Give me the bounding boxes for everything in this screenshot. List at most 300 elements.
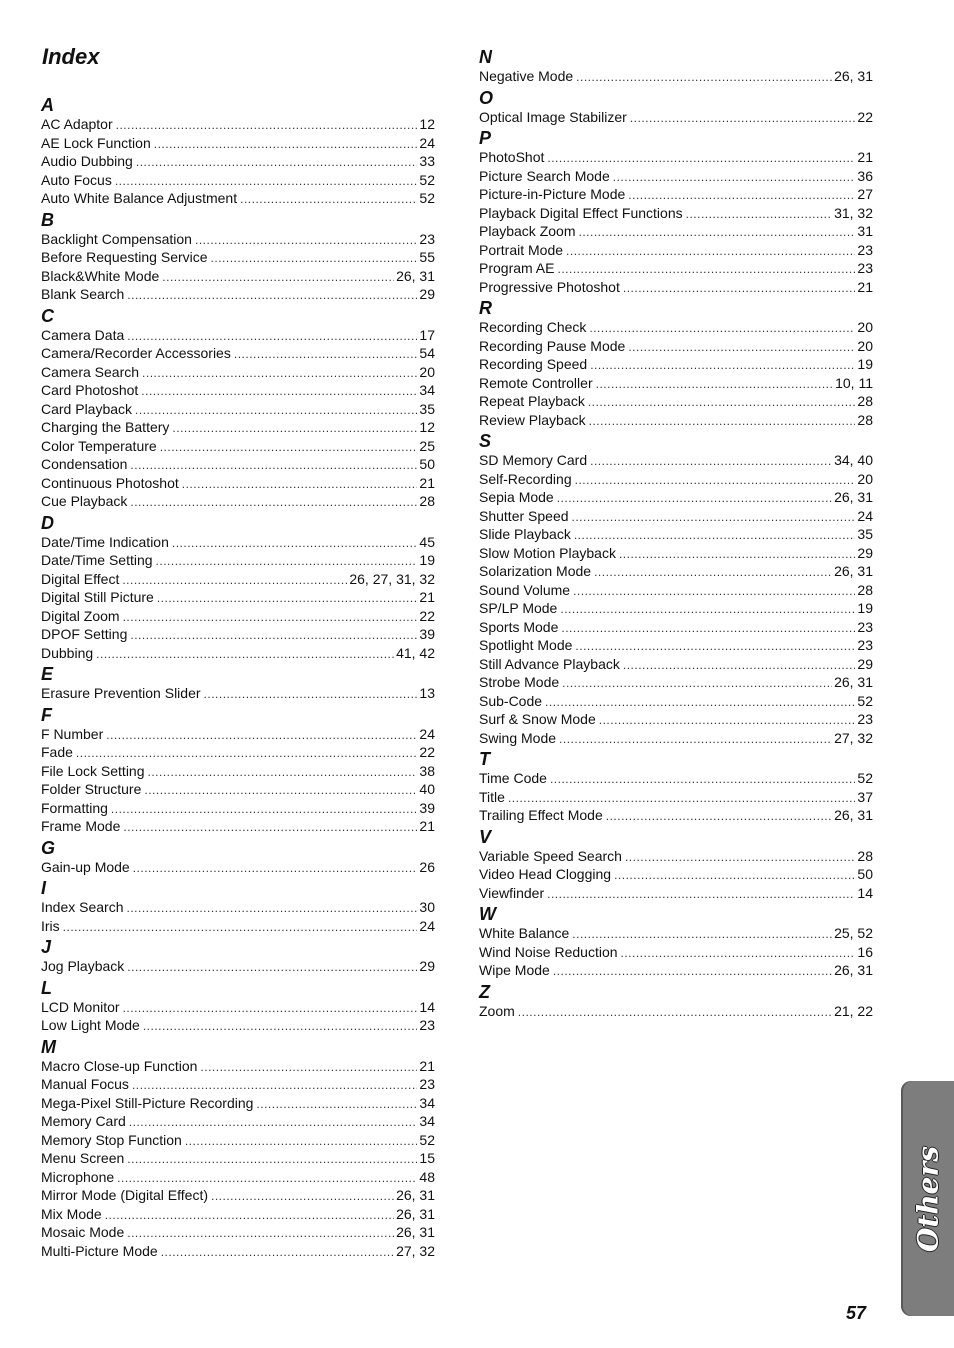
entry-term: Recording Pause Mode: [479, 337, 626, 354]
entry-pages: 24: [419, 917, 435, 934]
entry-term: Mosaic Mode: [41, 1224, 125, 1240]
leader-dots: [599, 711, 856, 730]
entry-pages: 26, 31: [834, 674, 873, 690]
entry-term: Zoom: [479, 1002, 515, 1019]
index-entry: [41, 1112, 435, 1131]
leader-dots: [574, 526, 856, 545]
entry-pages: 20: [857, 337, 873, 354]
entry-pages: 28: [857, 411, 873, 428]
index-entry: [479, 507, 873, 526]
entry-pages: 23: [419, 1076, 435, 1092]
leader-dots: [162, 268, 394, 287]
entry-pages: 26, 31: [834, 563, 873, 579]
section-letter: C: [41, 305, 54, 326]
entry-term: Trailing Effect Mode: [479, 807, 603, 823]
entry-term: Memory Card: [41, 1113, 126, 1129]
leader-dots: [547, 885, 855, 904]
section-letter: G: [41, 837, 56, 858]
section-letter: J: [41, 937, 52, 957]
entry-term: Swing Mode: [479, 729, 557, 746]
entry-pages: 29: [857, 544, 873, 561]
leader-dots: [578, 223, 855, 242]
entry-term: Playback Zoom: [479, 223, 576, 239]
leader-dots: [613, 168, 856, 187]
entry-term: Remote Controller: [479, 374, 593, 391]
entry-term: Black&White Mode: [41, 267, 160, 284]
entry-term: Program AE: [479, 260, 555, 276]
leader-dots: [559, 730, 832, 749]
leader-dots: [204, 685, 418, 704]
leader-dots: [157, 589, 418, 608]
index-entry: [41, 1057, 435, 1076]
entry-pages: 29: [419, 286, 435, 302]
entry-term: Fade: [41, 744, 73, 760]
entry-term: Picture Search Mode: [479, 167, 610, 184]
entry-term: Still Advance Playback: [479, 655, 620, 672]
leader-dots: [630, 109, 856, 128]
entry-term: Title: [479, 788, 505, 805]
index-entry: [479, 961, 873, 980]
entry-pages: 24: [857, 507, 873, 524]
entry-term: Slide Playback: [479, 526, 571, 542]
entry-pages: 34, 40: [834, 452, 873, 468]
entry-pages: 52: [419, 171, 435, 188]
entry-pages: 26, 31: [834, 962, 873, 978]
entry-term: Auto White Balance Adjustment: [41, 190, 238, 206]
entry-pages: 25: [419, 437, 435, 454]
entry-pages: 21: [419, 818, 435, 834]
index-entry: [41, 1094, 435, 1113]
entry-term: Frame Mode: [41, 818, 121, 834]
entry-pages: 12: [419, 419, 435, 435]
entry-term: Surf & Snow Mode: [479, 711, 596, 727]
leader-dots: [572, 925, 832, 944]
entry-pages: 24: [419, 134, 435, 151]
entry-pages: 52: [857, 770, 873, 786]
index-entry: [41, 230, 435, 249]
entry-pages: 16: [857, 943, 873, 960]
index-entry: [479, 204, 873, 223]
entry-term: Before Requesting Service: [41, 249, 208, 265]
leader-dots: [575, 637, 855, 656]
entry-pages: 21: [857, 149, 873, 165]
index-entry: [41, 400, 435, 419]
entry-pages: 52: [857, 692, 873, 709]
entry-pages: 37: [857, 788, 873, 805]
entry-term: Cue Playback: [41, 493, 128, 509]
index-entry: [41, 171, 435, 190]
entry-term: Self-Recording: [479, 470, 572, 487]
entry-pages: 55: [419, 249, 435, 265]
index-entry: [41, 684, 435, 703]
leader-dots: [195, 231, 417, 250]
page-title: Index: [42, 44, 100, 69]
entry-term: Video Head Clogging: [479, 866, 612, 882]
index-entry: [479, 355, 873, 374]
leader-dots: [621, 944, 856, 963]
entry-term: Digital Still Picture: [41, 589, 154, 605]
index-entry: [479, 729, 873, 748]
entry-term: Progressive Photoshot: [479, 278, 620, 295]
entry-term: Blank Search: [41, 286, 125, 302]
leader-dots: [144, 781, 417, 800]
index-entry: [479, 392, 873, 411]
leader-dots: [105, 1206, 394, 1225]
index-entry: [41, 344, 435, 363]
entry-term: Time Code: [479, 770, 547, 786]
entry-term: Sound Volume: [479, 581, 571, 598]
index-entry: [479, 618, 873, 637]
entry-term: Portrait Mode: [479, 241, 564, 258]
entry-term: Wind Noise Reduction: [479, 943, 618, 960]
leader-dots: [575, 471, 856, 490]
index-entry: [41, 1149, 435, 1168]
entry-term: Card Playback: [41, 400, 133, 417]
index-entry: [41, 248, 435, 267]
entry-term: Repeat Playback: [479, 393, 585, 409]
leader-dots: [156, 552, 418, 571]
index-entry: [41, 898, 435, 917]
section-letter: V: [479, 826, 492, 847]
entry-pages: 27: [857, 186, 873, 202]
entry-pages: 26, 31: [396, 1187, 435, 1203]
index-entry: [479, 451, 873, 470]
entry-term: Camera Search: [41, 363, 140, 380]
entry-pages: 28: [419, 493, 435, 509]
index-entry: [479, 525, 873, 544]
entry-term: AC Adaptor: [41, 116, 113, 132]
index-entry: [41, 625, 435, 644]
entry-pages: 23: [857, 260, 873, 276]
leader-dots: [127, 899, 418, 918]
index-entry: [479, 806, 873, 825]
leader-dots: [160, 438, 418, 457]
leader-dots: [686, 205, 832, 224]
entry-term: Gain-up Mode: [41, 858, 130, 875]
index-entry: [41, 762, 435, 781]
entry-pages: 39: [419, 799, 435, 816]
entry-term: Iris: [41, 917, 60, 934]
leader-dots: [589, 319, 855, 338]
entry-term: Microphone: [41, 1168, 115, 1185]
index-entry: [479, 692, 873, 711]
index-entry: [479, 108, 873, 127]
index-entry: [41, 437, 435, 456]
index-entry: [41, 381, 435, 400]
leader-dots: [148, 763, 418, 782]
entry-term: PhotoShot: [479, 149, 545, 165]
index-entry: [479, 278, 873, 297]
leader-dots: [142, 364, 417, 383]
entry-term: Dubbing: [41, 644, 94, 661]
entry-pages: 26: [419, 858, 435, 875]
leader-dots: [576, 68, 832, 87]
leader-dots: [127, 1150, 417, 1169]
entry-term: Folder Structure: [41, 781, 142, 797]
leader-dots: [123, 818, 417, 837]
entry-term: Spotlight Mode: [479, 637, 573, 653]
index-entry: [41, 134, 435, 153]
entry-pages: 23: [419, 230, 435, 247]
entry-pages: 19: [419, 552, 435, 568]
section-tab-label: Others: [911, 1145, 944, 1252]
entry-pages: 22: [857, 108, 873, 125]
index-entry: [41, 1016, 435, 1035]
leader-dots: [256, 1095, 417, 1114]
section-tab: [901, 1081, 954, 1316]
entry-term: Color Temperature: [41, 437, 157, 454]
entry-pages: 26, 27, 31, 32: [349, 570, 435, 587]
index-entry: [41, 363, 435, 382]
leader-dots: [106, 726, 417, 745]
index-entry: [41, 917, 435, 936]
leader-dots: [557, 260, 855, 279]
leader-dots: [133, 859, 418, 878]
leader-dots: [96, 645, 394, 664]
index-entry: [41, 957, 435, 976]
entry-term: Playback Digital Effect Functions: [479, 204, 683, 221]
leader-dots: [116, 116, 418, 135]
entry-term: Review Playback: [479, 411, 586, 428]
index-entry: [479, 943, 873, 962]
entry-pages: 19: [857, 356, 873, 372]
leader-dots: [606, 807, 832, 826]
entry-pages: 14: [419, 998, 435, 1015]
entry-pages: 41, 42: [396, 644, 435, 661]
leader-dots: [135, 401, 417, 420]
section-letter: S: [479, 431, 492, 451]
entry-term: Wipe Mode: [479, 962, 550, 978]
entry-pages: 15: [419, 1150, 435, 1166]
index-entry: [479, 337, 873, 356]
entry-term: Negative Mode: [479, 68, 574, 84]
entry-pages: 28: [857, 393, 873, 409]
entry-pages: 38: [419, 762, 435, 779]
entry-term: Sports Mode: [479, 618, 559, 635]
leader-dots: [589, 412, 856, 431]
leader-dots: [161, 1243, 394, 1262]
leader-dots: [154, 135, 418, 154]
entry-term: Jog Playback: [41, 958, 125, 974]
index-entry: [479, 788, 873, 807]
entry-term: Condensation: [41, 456, 128, 472]
index-entry: [41, 588, 435, 607]
index-entry: [41, 455, 435, 474]
leader-dots: [572, 508, 856, 527]
index-entry: [41, 189, 435, 208]
index-entry: [41, 267, 435, 286]
entry-term: Sepia Mode: [479, 489, 554, 505]
entry-term: LCD Monitor: [41, 998, 120, 1015]
entry-pages: 23: [419, 1017, 435, 1033]
entry-pages: 26, 31: [834, 807, 873, 823]
index-entry: [479, 769, 873, 788]
section-letter: M: [41, 1036, 56, 1057]
entry-pages: 20: [419, 363, 435, 380]
entry-term: DPOF Setting: [41, 626, 128, 642]
entry-pages: 22: [419, 607, 435, 624]
index-entry: [479, 318, 873, 337]
entry-pages: 23: [857, 637, 873, 653]
entry-pages: 34: [419, 382, 435, 398]
entry-pages: 22: [419, 744, 435, 760]
entry-term: Optical Image Stabilizer: [479, 108, 627, 125]
leader-dots: [573, 582, 855, 601]
entry-term: Recording Check: [479, 319, 587, 335]
entry-pages: 26, 31: [396, 1224, 435, 1240]
page-number: 57: [846, 1303, 867, 1323]
section-letter: N: [479, 47, 492, 67]
leader-dots: [545, 693, 855, 712]
leader-dots: [115, 172, 418, 191]
leader-dots: [547, 149, 855, 168]
entry-term: Sub-Code: [479, 692, 543, 709]
leader-dots: [127, 958, 417, 977]
entry-term: Audio Dubbing: [41, 153, 133, 169]
entry-term: Charging the Battery: [41, 419, 170, 435]
entry-pages: 30: [419, 899, 435, 915]
entry-term: Digital Effect: [41, 570, 120, 587]
leader-dots: [211, 1187, 394, 1206]
leader-dots: [130, 626, 417, 645]
section-letter: Z: [479, 981, 490, 1002]
entry-term: SD Memory Card: [479, 452, 588, 468]
leader-dots: [614, 866, 855, 885]
entry-pages: 34: [419, 1094, 435, 1111]
entry-pages: 50: [419, 456, 435, 472]
entry-term: Camera/Recorder Accessories: [41, 345, 231, 361]
entry-term: Auto Focus: [41, 171, 112, 188]
leader-dots: [63, 918, 418, 937]
section-letter: F: [41, 704, 52, 725]
leader-dots: [182, 475, 418, 494]
index-entry: [41, 725, 435, 744]
entry-pages: 21: [419, 589, 435, 605]
leader-dots: [588, 393, 856, 412]
index-entry: [41, 1242, 435, 1261]
index-entry: [479, 259, 873, 278]
index-entry: [41, 474, 435, 493]
index-entry: [41, 570, 435, 589]
index-entry: [41, 780, 435, 799]
leader-dots: [518, 1003, 832, 1022]
entry-term: Solarization Mode: [479, 563, 592, 579]
leader-dots: [143, 1017, 418, 1036]
index-entry: [479, 636, 873, 655]
entry-term: Date/Time Indication: [41, 533, 169, 550]
entry-term: Macro Close-up Function: [41, 1057, 198, 1074]
entry-term: Manual Focus: [41, 1076, 129, 1092]
entry-pages: 21, 22: [834, 1002, 873, 1019]
entry-pages: 54: [419, 345, 435, 361]
leader-dots: [561, 619, 855, 638]
index-entry: [41, 817, 435, 836]
leader-dots: [590, 452, 832, 471]
entry-pages: 21: [419, 474, 435, 491]
index-entry: [41, 115, 435, 134]
entry-pages: 17: [419, 326, 435, 343]
index-entry: [479, 222, 873, 241]
entry-pages: 33: [419, 153, 435, 169]
index-entry: [479, 581, 873, 600]
leader-dots: [625, 848, 855, 867]
entry-pages: 14: [857, 884, 873, 901]
entry-term: SP/LP Mode: [479, 600, 558, 616]
leader-dots: [127, 327, 417, 346]
index-entry: [479, 241, 873, 260]
leader-dots: [234, 345, 418, 364]
leader-dots: [129, 1113, 418, 1132]
entry-term: Slow Motion Playback: [479, 544, 616, 561]
leader-dots: [130, 493, 417, 512]
entry-term: Formatting: [41, 799, 108, 816]
entry-pages: 29: [419, 958, 435, 974]
index-entry: [41, 1205, 435, 1224]
entry-term: Index Search: [41, 899, 124, 915]
entry-term: AE Lock Function: [41, 134, 151, 151]
entry-pages: 26, 31: [396, 267, 435, 284]
leader-dots: [628, 186, 855, 205]
leader-dots: [127, 286, 417, 305]
index-entry: [479, 847, 873, 866]
index-entry: [479, 374, 873, 393]
entry-pages: 31: [857, 223, 873, 239]
entry-pages: 21: [419, 1057, 435, 1074]
entry-term: Memory Stop Function: [41, 1131, 182, 1148]
leader-dots: [123, 999, 418, 1018]
entry-pages: 23: [857, 711, 873, 727]
index-column-right: [479, 45, 873, 1020]
index-entry: [479, 67, 873, 86]
index-column-left: [41, 93, 435, 1260]
index-entry: [479, 562, 873, 581]
index-entry: [479, 655, 873, 674]
leader-dots: [508, 789, 855, 808]
index-entry: [479, 924, 873, 943]
entry-pages: 26, 31: [834, 489, 873, 505]
entry-pages: 25, 52: [834, 925, 873, 941]
leader-dots: [200, 1058, 417, 1077]
leader-dots: [557, 489, 832, 508]
entry-term: Menu Screen: [41, 1150, 125, 1166]
index-entry: [479, 710, 873, 729]
section-letter: A: [41, 95, 54, 115]
entry-term: Digital Zoom: [41, 607, 120, 624]
entry-pages: 20: [857, 319, 873, 335]
entry-term: White Balance: [479, 925, 570, 941]
leader-dots: [141, 382, 417, 401]
entry-term: Picture-in-Picture Mode: [479, 186, 626, 202]
section-letter: L: [41, 977, 52, 998]
leader-dots: [136, 153, 418, 172]
entry-pages: 52: [419, 190, 435, 206]
section-letter: R: [479, 298, 492, 318]
leader-dots: [172, 534, 418, 553]
entry-pages: 27, 32: [396, 1242, 435, 1259]
index-entry: [41, 1075, 435, 1094]
section-letter: W: [479, 904, 496, 924]
leader-dots: [594, 563, 832, 582]
index-entry: [41, 1223, 435, 1242]
entry-pages: 23: [857, 241, 873, 258]
entry-term: Strobe Mode: [479, 674, 560, 690]
entry-pages: 31, 32: [834, 204, 873, 221]
index-entry: [479, 488, 873, 507]
index-entry: [41, 285, 435, 304]
entry-pages: 29: [857, 655, 873, 672]
section-letter: P: [479, 128, 492, 148]
leader-dots: [127, 1224, 394, 1243]
